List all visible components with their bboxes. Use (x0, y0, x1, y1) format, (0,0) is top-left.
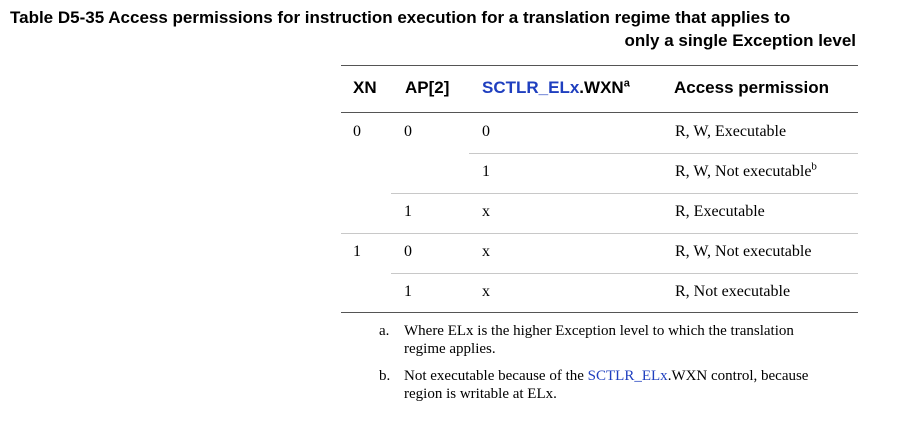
sctlr-elx-link[interactable]: SCTLR_ELx (587, 368, 668, 384)
cell-xn: 0 (353, 123, 361, 140)
table-header-row (341, 65, 858, 113)
footnote-a (379, 322, 839, 358)
table-bottom-rule (341, 312, 858, 313)
cell-wxn: x (482, 243, 490, 260)
footnote-text-after: .WXN control, because region is writable at ELx. (404, 368, 809, 402)
cell-ap2: 1 (404, 203, 412, 220)
table-footnotes (379, 322, 839, 412)
header-ap2: AP[2] (405, 78, 450, 97)
cell-access: R, W, Executable (675, 123, 787, 140)
footnote-label: a. (379, 323, 390, 339)
cell-wxn: 1 (482, 163, 490, 180)
row-divider (469, 153, 858, 154)
cell-access: R, Executable (675, 203, 765, 220)
header-access: Access permission (674, 78, 829, 97)
cell-wxn: x (482, 203, 490, 220)
cell-xn: 1 (353, 243, 361, 260)
footnote-text: Where ELx is the higher Exception level to which the translation regime applies. (404, 323, 794, 357)
cell-ap2: 0 (404, 123, 412, 140)
header-xn: XN (353, 78, 377, 97)
row-divider (391, 273, 858, 274)
cell-wxn: x (482, 283, 490, 300)
header-wxn (482, 78, 630, 98)
footnote-label: b. (379, 368, 391, 384)
cell-ap2: 0 (404, 243, 412, 260)
access-footnote-b[interactable]: b (811, 160, 817, 173)
header-wxn-footnote[interactable]: a (623, 77, 630, 90)
caption-line-1: Table D5-35 Access permissions for instruction execution for a translation regime that applies to (10, 8, 791, 27)
cell-access (675, 160, 817, 181)
cell-access: R, W, Not executable (675, 243, 812, 260)
cell-access-text: R, W, Not executable (675, 163, 812, 180)
caption-line-2: only a single Exception level (624, 31, 856, 50)
cell-access: R, Not executable (675, 283, 791, 300)
cell-wxn: 0 (482, 123, 490, 140)
footnote-b (379, 367, 839, 403)
footnote-text-before: Not executable because of the (404, 368, 588, 384)
header-wxn-link[interactable]: SCTLR_ELx (482, 78, 580, 97)
footnote-text (404, 367, 839, 403)
header-wxn-suffix: .WXN (579, 78, 624, 97)
cell-ap2: 1 (404, 283, 412, 300)
row-divider (341, 233, 858, 234)
row-divider (391, 193, 858, 194)
table-caption (10, 6, 856, 52)
